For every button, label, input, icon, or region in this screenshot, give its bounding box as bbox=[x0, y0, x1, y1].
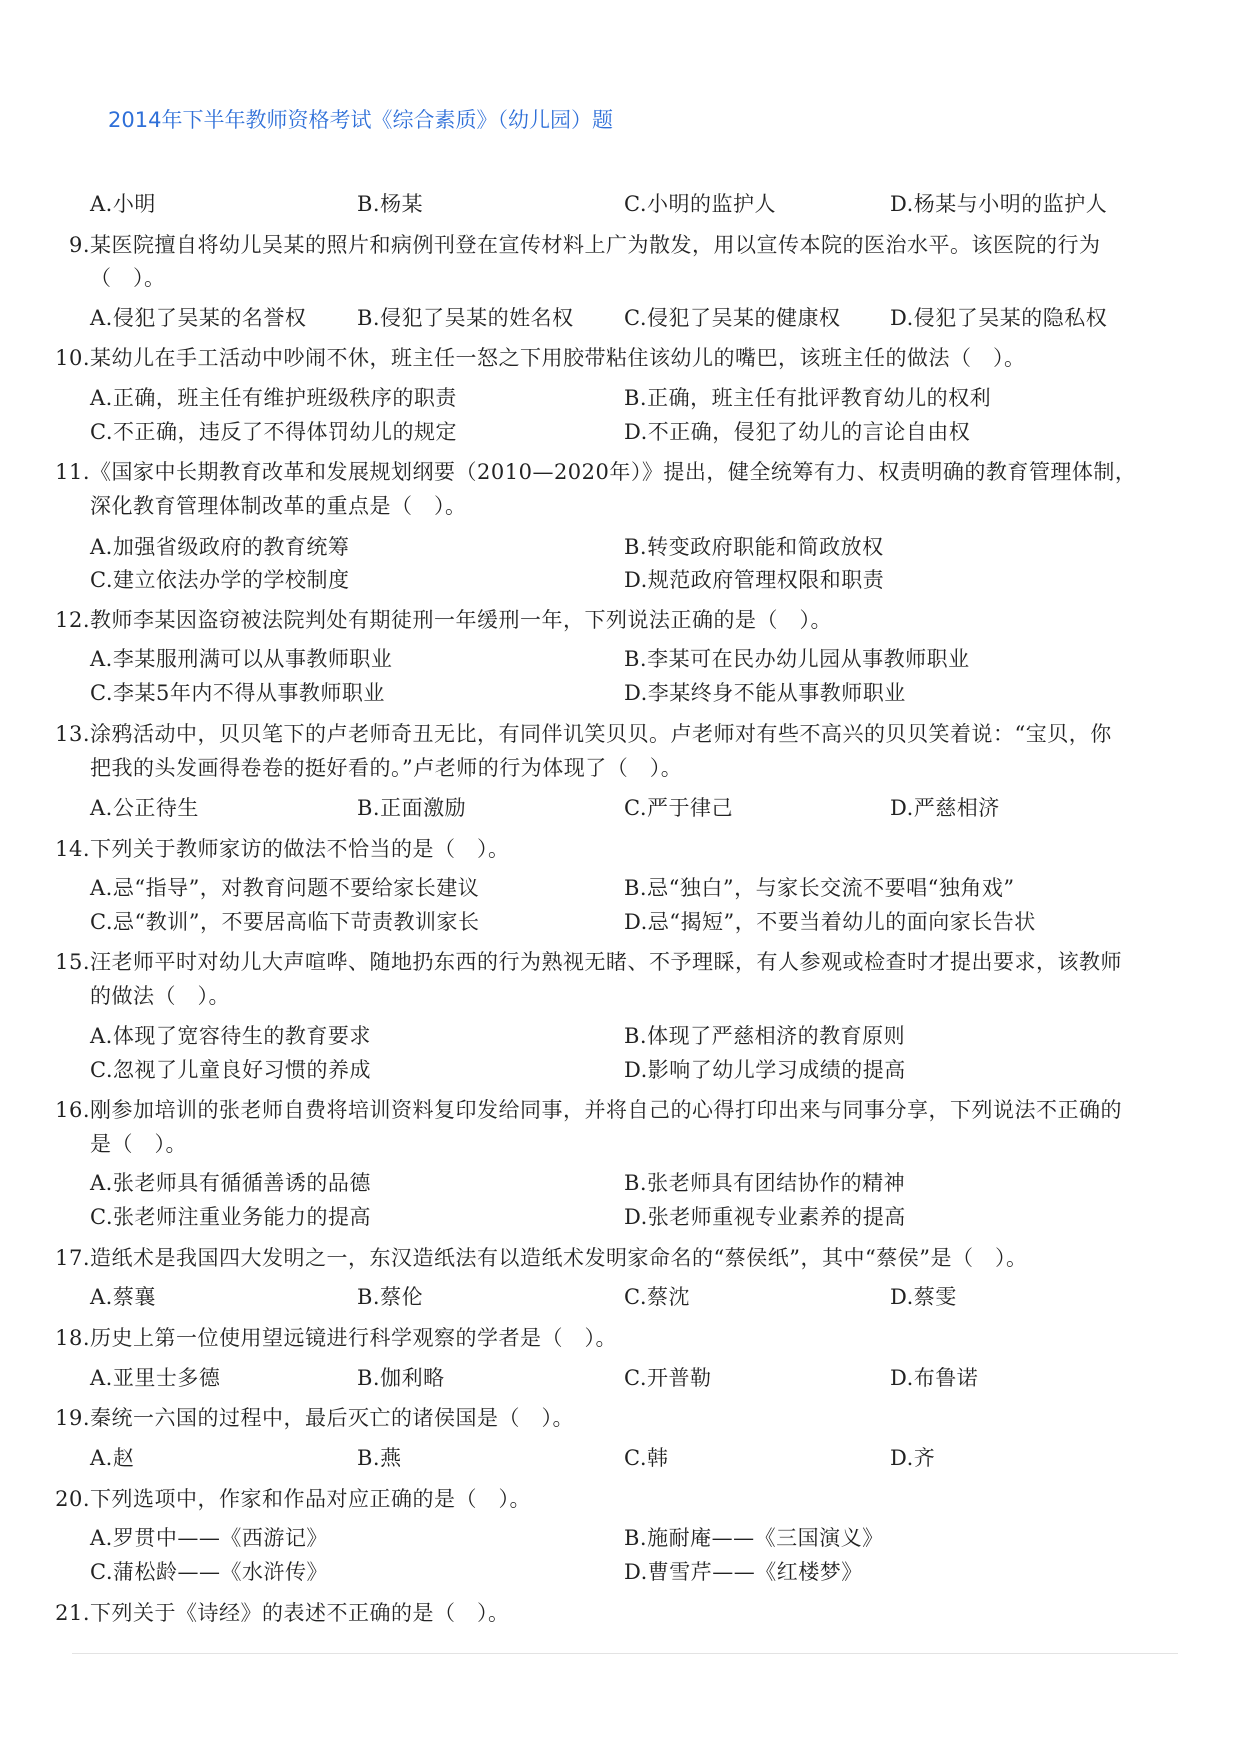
answer-option: D.李某终身不能从事教师职业 bbox=[624, 681, 906, 705]
answer-option: D.杨某与小明的监护人 bbox=[890, 192, 1108, 216]
answer-option: B.侵犯了吴某的姓名权 bbox=[357, 306, 574, 330]
answer-option: B.张老师具有团结协作的精神 bbox=[624, 1171, 906, 1195]
question-text: 下列选项中，作家和作品对应正确的是（ ）。 bbox=[90, 1487, 531, 1511]
question-number: 14. bbox=[55, 837, 90, 861]
question-text: 涂鸦活动中，贝贝笔下的卢老师奇丑无比，有同伴讥笑贝贝。卢老师对有些不高兴的贝贝笑着说：“宝贝，你 bbox=[90, 722, 1112, 746]
question-text: 汪老师平时对幼儿大声喧哗、随地扔东西的行为熟视无睹、不予理睬，有人参观或检查时才提出要求，该教师 bbox=[90, 950, 1122, 974]
answer-option: B.转变政府职能和简政放权 bbox=[624, 535, 884, 559]
answer-option: A.忌“指导”，对教育问题不要给家长建议 bbox=[90, 876, 480, 900]
answer-option: C.蔡沈 bbox=[624, 1285, 690, 1309]
question-text: 下列关于《诗经》的表述不正确的是（ ）。 bbox=[90, 1601, 510, 1625]
question-number: 15. bbox=[55, 950, 90, 974]
answer-option: B.忌“独白”，与家长交流不要唱“独角戏” bbox=[624, 876, 1015, 900]
answer-option: C.忽视了儿童良好习惯的养成 bbox=[90, 1058, 371, 1082]
question-number: 10. bbox=[55, 346, 90, 370]
answer-option: A.赵 bbox=[90, 1446, 135, 1470]
answer-option: D.齐 bbox=[890, 1446, 936, 1470]
question-text: 下列关于教师家访的做法不恰当的是（ ）。 bbox=[90, 837, 510, 861]
answer-option: A.小明 bbox=[90, 192, 156, 216]
answer-option: A.侵犯了吴某的名誉权 bbox=[90, 306, 307, 330]
question-text: 深化教育管理体制改革的重点是（ ）。 bbox=[90, 494, 467, 518]
question-text: 把我的头发画得卷卷的挺好看的。”卢老师的行为体现了（ ）。 bbox=[90, 756, 683, 780]
answer-option: D.忌“揭短”，不要当着幼儿的面向家长告状 bbox=[624, 910, 1036, 934]
question-text: 是（ ）。 bbox=[90, 1132, 187, 1156]
question-text: 某幼儿在手工活动中吵闹不休，班主任一怒之下用胶带粘住该幼儿的嘴巴，该班主任的做法（ ）。 bbox=[90, 346, 1026, 370]
answer-option: D.曹雪芹——《红楼梦》 bbox=[624, 1560, 863, 1584]
answer-option: C.开普勒 bbox=[624, 1366, 712, 1390]
answer-option: D.蔡雯 bbox=[890, 1285, 957, 1309]
question-number: 18. bbox=[55, 1326, 90, 1350]
answer-option: C.不正确，违反了不得体罚幼儿的规定 bbox=[90, 420, 457, 444]
answer-option: B.正确，班主任有批评教育幼儿的权利 bbox=[624, 386, 992, 410]
answer-option: A.体现了宽容待生的教育要求 bbox=[90, 1024, 371, 1048]
answer-option: B.体现了严慈相济的教育原则 bbox=[624, 1024, 906, 1048]
question-number: 17. bbox=[55, 1246, 90, 1270]
question-text: 《国家中长期教育改革和发展规划纲要（2010—2020年）》提出，健全统筹有力、权责明确的教育管理体制， bbox=[90, 460, 1137, 484]
question-number: 16. bbox=[55, 1098, 90, 1122]
answer-option: C.蒲松龄——《水浒传》 bbox=[90, 1560, 328, 1584]
question-number: 21. bbox=[55, 1601, 90, 1625]
answer-option: B.蔡伦 bbox=[357, 1285, 424, 1309]
answer-option: A.蔡襄 bbox=[90, 1285, 156, 1309]
answer-option: D.不正确，侵犯了幼儿的言论自由权 bbox=[624, 420, 971, 444]
answer-option: C.建立依法办学的学校制度 bbox=[90, 568, 350, 592]
answer-option: A.亚里士多德 bbox=[90, 1366, 221, 1390]
answer-option: B.杨某 bbox=[357, 192, 424, 216]
answer-option: C.小明的监护人 bbox=[624, 192, 776, 216]
answer-option: D.张老师重视专业素养的提高 bbox=[624, 1205, 906, 1229]
answer-option: C.侵犯了吴某的健康权 bbox=[624, 306, 841, 330]
answer-option: A.公正待生 bbox=[90, 796, 199, 820]
answer-option: D.影响了幼儿学习成绩的提高 bbox=[624, 1058, 906, 1082]
answer-option: C.韩 bbox=[624, 1446, 669, 1470]
document-title: 2014年下半年教师资格考试《综合素质》（幼儿园）题 bbox=[108, 108, 613, 132]
answer-option: A.张老师具有循循善诱的品德 bbox=[90, 1171, 371, 1195]
question-number: 20. bbox=[55, 1487, 90, 1511]
question-number: 19. bbox=[55, 1406, 90, 1430]
question-text: 秦统一六国的过程中，最后灭亡的诸侯国是（ ）。 bbox=[90, 1406, 574, 1430]
answer-option: A.加强省级政府的教育统筹 bbox=[90, 535, 350, 559]
answer-option: B.李某可在民办幼儿园从事教师职业 bbox=[624, 647, 970, 671]
answer-option: C.忌“教训”，不要居高临下苛责教训家长 bbox=[90, 910, 480, 934]
answer-option: A.李某服刑满可以从事教师职业 bbox=[90, 647, 393, 671]
answer-option: D.严慈相济 bbox=[890, 796, 1000, 820]
answer-option: A.罗贯中——《西游记》 bbox=[90, 1526, 328, 1550]
answer-option: B.施耐庵——《三国演义》 bbox=[624, 1526, 884, 1550]
question-text: 的做法（ ）。 bbox=[90, 984, 230, 1008]
answer-option: D.布鲁诺 bbox=[890, 1366, 979, 1390]
answer-option: B.正面激励 bbox=[357, 796, 467, 820]
answer-option: C.严于律己 bbox=[624, 796, 733, 820]
answer-option: B.燕 bbox=[357, 1446, 402, 1470]
answer-option: B.伽利略 bbox=[357, 1366, 445, 1390]
question-text: （ ）。 bbox=[90, 266, 166, 290]
answer-option: C.李某5年内不得从事教师职业 bbox=[90, 681, 385, 705]
question-text: 教师李某因盗窃被法院判处有期徒刑一年缓刑一年，下列说法正确的是（ ）。 bbox=[90, 608, 832, 632]
question-text: 某医院擅自将幼儿吴某的照片和病例刊登在宣传材料上广为散发，用以宣传本院的医治水平。该医院的行为 bbox=[90, 233, 1101, 257]
question-text: 刚参加培训的张老师自费将培训资料复印发给同事，并将自己的心得打印出来与同事分享，下列说法不正确的 bbox=[90, 1098, 1122, 1122]
answer-option: A.正确，班主任有维护班级秩序的职责 bbox=[90, 386, 457, 410]
answer-option: C.张老师注重业务能力的提高 bbox=[90, 1205, 371, 1229]
question-number: 9. bbox=[68, 233, 90, 257]
footer-divider bbox=[72, 1653, 1178, 1654]
question-text: 历史上第一位使用望远镜进行科学观察的学者是（ ）。 bbox=[90, 1326, 617, 1350]
answer-option: D.规范政府管理权限和职责 bbox=[624, 568, 885, 592]
question-number: 11. bbox=[55, 460, 90, 484]
question-text: 造纸术是我国四大发明之一，东汉造纸法有以造纸术发明家命名的“蔡侯纸”，其中“蔡侯”是（ ）。 bbox=[90, 1246, 1028, 1270]
question-number: 12. bbox=[55, 608, 90, 632]
answer-option: D.侵犯了吴某的隐私权 bbox=[890, 306, 1108, 330]
question-number: 13. bbox=[55, 722, 90, 746]
